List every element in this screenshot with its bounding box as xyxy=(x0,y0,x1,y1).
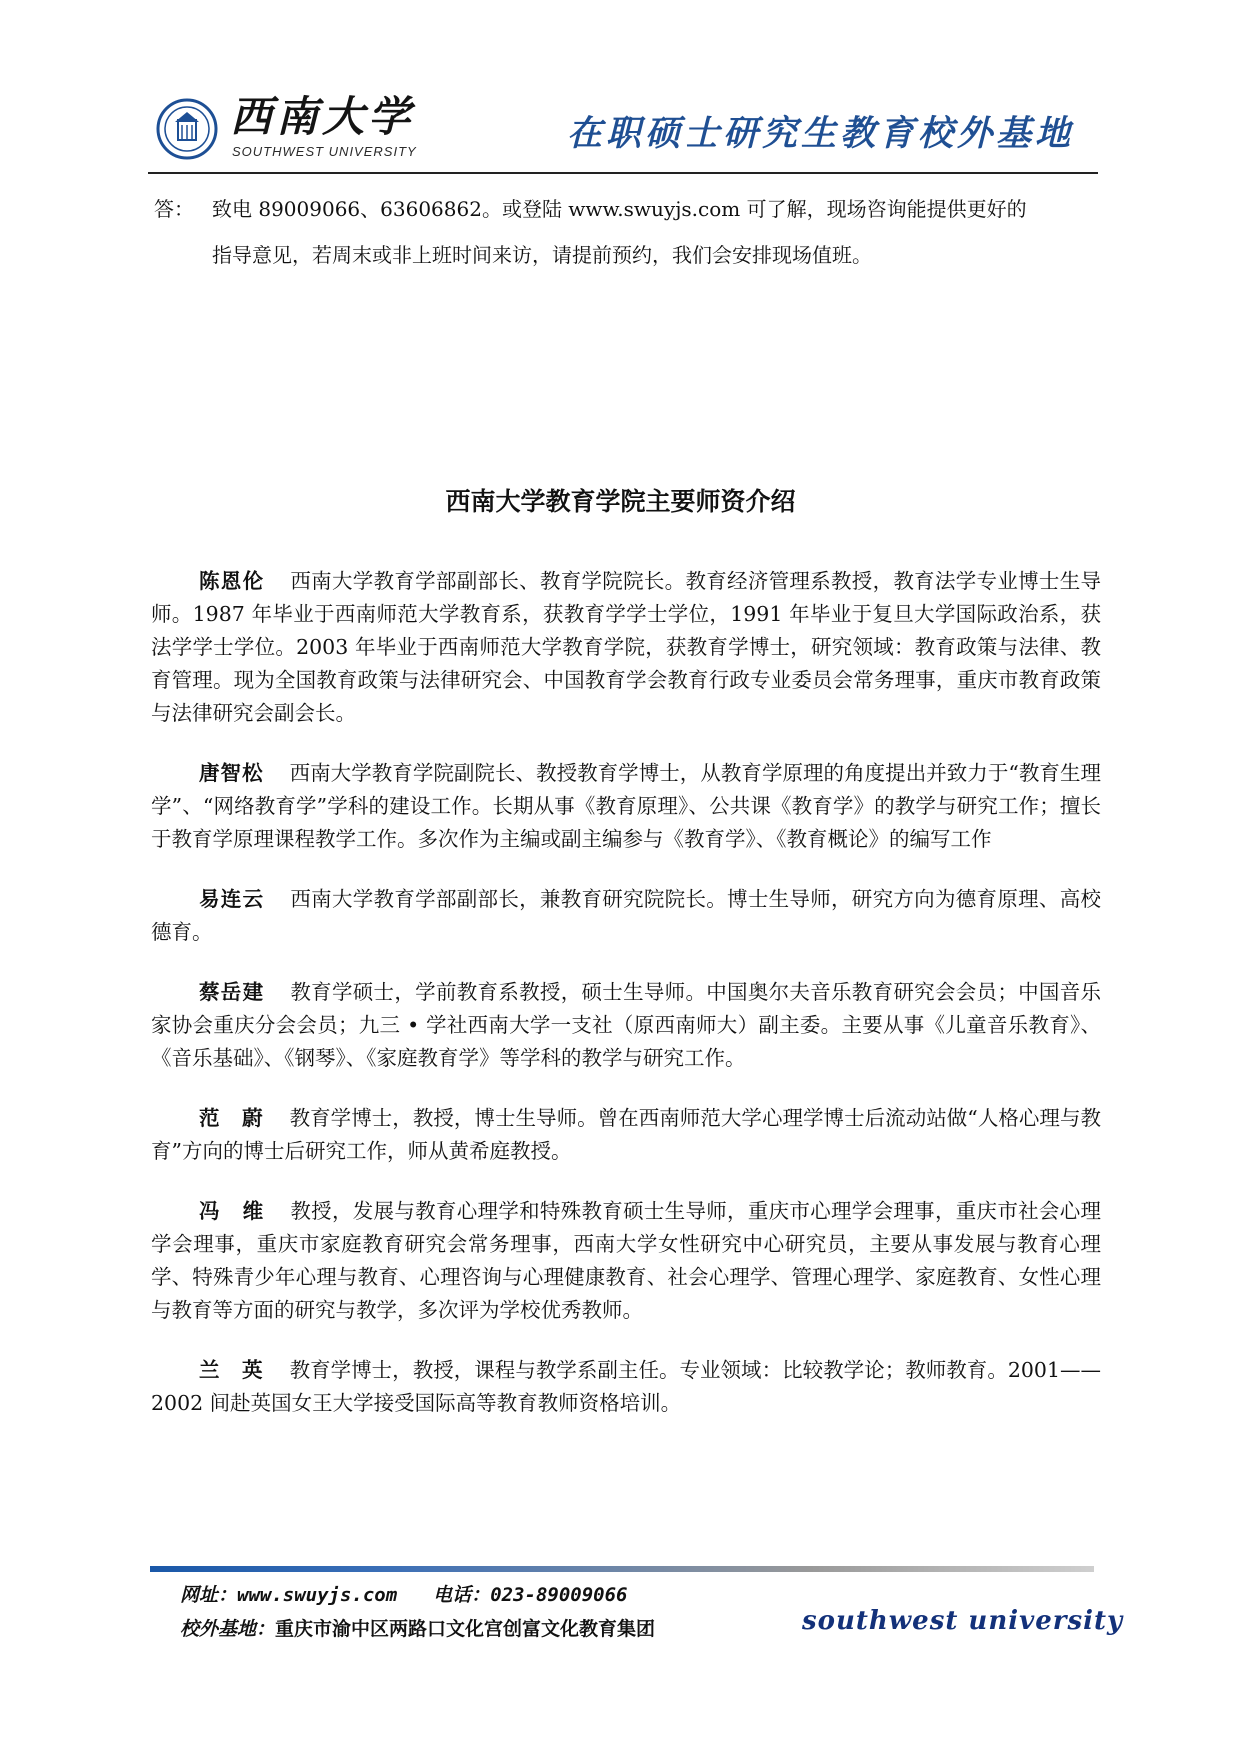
faculty-description: 西南大学教育学部副部长，兼教育研究院院长。博士生导师，研究方向为德育原理、高校德育。 xyxy=(151,887,1102,944)
answer-line-2: 指导意见，若周末或非上班时间来访，请提前预约，我们会安排现场值班。 xyxy=(212,243,872,267)
page-header xyxy=(148,88,1098,172)
website-link[interactable]: www.swuyjs.com xyxy=(237,1584,398,1606)
faculty-description: 西南大学教育学院副院长、教授教育学博士，从教育学原理的角度提出并致力于“教育生理学”、“网络教育学”学科的建设工作。长期从事《教育原理》、公共课《教育学》的教学与研究工作；擅长于教育学原理课程教学工作。多次作为主编或副主编参与《教育学》、《教育概论》的编写工作 xyxy=(151,761,1101,851)
footer-contact-line xyxy=(180,1580,627,1607)
faculty-description: 教授，发展与教育心理学和特殊教育硕士生导师，重庆市心理学会理事，重庆市社会心理学会理事，重庆市家庭教育研究会常务理事，西南大学女性研究中心研究员，主要从事发展与教育心理学、特殊青少年心理与教育、心理咨询与心理健康教育、社会心理学、管理心理学、家庭教育、女性心理与教育等方面的研究与教学，多次评为学校优秀教师。 xyxy=(151,1199,1102,1322)
website-label: 网址： xyxy=(180,1584,238,1606)
footer-brand: southwest university xyxy=(802,1606,1124,1636)
faculty-bio xyxy=(151,1354,1101,1420)
faculty-name: 唐智松 xyxy=(199,761,264,785)
faculty-description: 西南大学教育学部副部长、教育学院院长。教育经济管理系教授，教育法学专业博士生导师。1987 年毕业于西南师范大学教育系，获教育学学士学位，1991 年毕业于复旦大学国际政治系，获法学学士学位。2003 年毕业于西南师范大学教育学院，获教育学博士，研究领域：教育政策与法律、教育管理。现为全国教育政策与法律研究会、中国教育学会教育行政专业委员会常务理事，重庆市教育政策与法律研究会副会长。 xyxy=(151,569,1102,725)
answer-line-1: 致电 89009066、63606862。或登陆 www.swuyjs.com 可了解，现场咨询能提供更好的 xyxy=(212,197,1027,221)
phone-number: 023-89009066 xyxy=(490,1584,628,1606)
footer-divider xyxy=(150,1566,1094,1572)
faculty-description: 教育学硕士，学前教育系教授，硕士生导师。中国奥尔夫音乐教育研究会会员；中国音乐家协会重庆分会会员；九三 • 学社西南大学一支社（原西南师大）副主委。主要从事《儿童音乐教育》、《音乐基础》、《钢琴》、《家庭教育学》等学科的教学与研究工作。 xyxy=(151,980,1102,1070)
footer-address-line xyxy=(180,1614,655,1641)
faculty-bio xyxy=(151,757,1101,856)
faculty-bio xyxy=(151,1102,1101,1168)
faculty-name: 冯 维 xyxy=(199,1199,265,1223)
faculty-list xyxy=(151,565,1101,1447)
answer-label: 答： xyxy=(154,197,194,221)
base-label: 校外基地： xyxy=(180,1618,276,1640)
faculty-bio xyxy=(151,1195,1101,1327)
faculty-name: 陈恩伦 xyxy=(199,569,265,593)
faculty-bio xyxy=(151,565,1101,730)
faculty-bio xyxy=(151,976,1101,1075)
base-address: 重庆市渝中区两路口文化宫创富文化教育集团 xyxy=(275,1618,656,1640)
faculty-name: 易连云 xyxy=(199,887,265,911)
header-title: 在职硕士研究生教育校外基地 xyxy=(566,114,1074,154)
faculty-description: 教育学博士，教授，课程与教学系副主任。专业领域：比较教学论；教师教育。2001——2002 间赴英国女王大学接受国际高等教育教师资格培训。 xyxy=(151,1358,1102,1415)
university-seal-icon xyxy=(156,98,218,160)
phone-label: 电话： xyxy=(433,1584,491,1606)
logo-chinese-name: 西南大学 xyxy=(230,92,415,141)
faculty-name: 兰 英 xyxy=(199,1358,264,1382)
faculty-description: 教育学博士，教授，博士生导师。曾在西南师范大学心理学博士后流动站做“人格心理与教育”方向的博士后研究工作，师从黄希庭教授。 xyxy=(151,1106,1101,1163)
header-divider xyxy=(148,172,1098,174)
faculty-name: 范 蔚 xyxy=(199,1106,264,1130)
logo-english-name: SOUTHWEST UNIVERSITY xyxy=(232,144,417,159)
faculty-bio xyxy=(151,883,1101,949)
document-title: 西南大学教育学院主要师资介绍 xyxy=(445,487,796,516)
faculty-name: 蔡岳建 xyxy=(199,980,265,1004)
